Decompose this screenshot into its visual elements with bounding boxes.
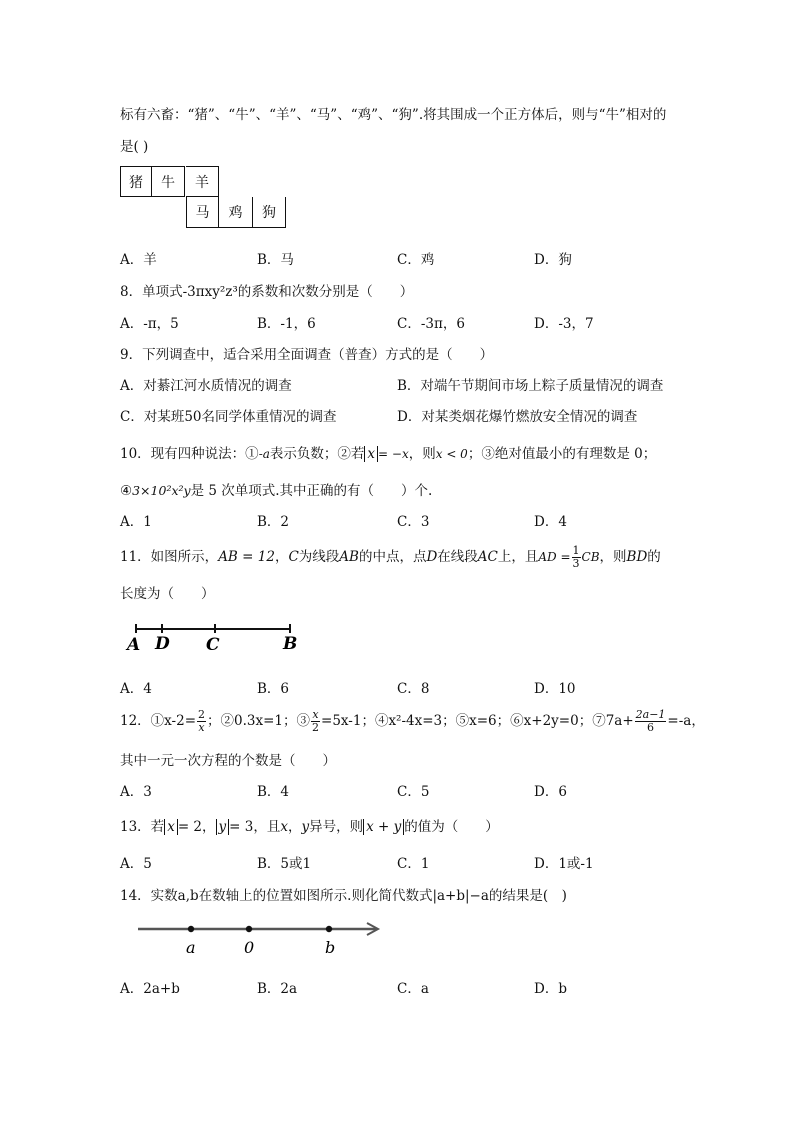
q12-stem-line1 (120, 709, 705, 734)
label-a: A (127, 635, 141, 655)
q12-fraction-2 (311, 709, 320, 734)
q10-text: ④ (120, 483, 133, 499)
point-a (188, 926, 194, 932)
q8-option-c[interactable]: C．-3π，6 (397, 316, 465, 332)
q12-stem-line2: 其中一元一次方程的个数是（ ） (120, 753, 336, 769)
q13-option-c[interactable]: C．1 (397, 856, 430, 872)
q11-text: 上，且 (497, 549, 539, 565)
q12-option-d[interactable]: D．6 (534, 784, 567, 800)
q12-text: =-a， (667, 713, 705, 729)
q7-stem-line1: 标有六畜：“猪”、“牛”、“羊”、“马”、“鸡”、“狗”.将其围成一个正方体后，则与“牛”相对的 (120, 107, 667, 123)
q11-math-ac: AC (477, 549, 498, 565)
net-cell-horse: 马 (186, 197, 219, 228)
q14-options (120, 977, 680, 997)
q13-math-y: y (301, 819, 310, 835)
frac-den: 3 (572, 557, 580, 570)
label-c: C (206, 635, 220, 655)
q12-option-b[interactable]: B．4 (257, 784, 290, 800)
q13-option-d[interactable]: D．1或-1 (534, 856, 594, 872)
q13-text: = 2， (177, 819, 216, 835)
frac-num: 2 (198, 708, 206, 721)
q11-option-b[interactable]: B．6 (257, 681, 290, 697)
q8-options (120, 312, 680, 332)
q12-fraction-1 (197, 709, 206, 734)
q10-math-eq: = −x (378, 447, 409, 461)
q13-text: 异号，则 (309, 819, 364, 835)
q11-stem-line2: 长度为（ ） (120, 586, 215, 602)
q7-stem-line2: 是( ) (120, 139, 149, 155)
q14-option-c[interactable]: C．a (397, 981, 429, 997)
q12-option-c[interactable]: C．5 (397, 784, 430, 800)
q9-option-a[interactable]: A．对綦江河水质情况的调查 (120, 378, 292, 394)
q13-options (120, 852, 680, 872)
q10-option-a[interactable]: A．1 (120, 514, 152, 530)
q13-math-abs-x: x (164, 819, 178, 835)
q10-stem-line1 (120, 442, 656, 462)
q10-text: ；③绝对值最小的有理数是 0； (467, 446, 657, 462)
segment-figure (120, 618, 310, 658)
q10-option-d[interactable]: D．4 (534, 514, 567, 530)
label-b: B (283, 634, 298, 654)
q11-math-bd: BD (626, 549, 648, 565)
frac-num: x (312, 708, 319, 721)
q10-options (120, 510, 680, 530)
q9-options-row1 (120, 374, 680, 394)
net-cell-pig: 猪 (120, 166, 152, 197)
q11-stem-line1 (120, 545, 661, 570)
q11-option-c[interactable]: C．8 (397, 681, 430, 697)
q10-stem-line2 (120, 479, 432, 499)
frac-den: 6 (647, 721, 655, 734)
q13-text: ， (287, 819, 302, 835)
q13-text: 13．若 (120, 819, 165, 835)
q12-text: 12．①x-2= (120, 713, 197, 729)
q10-option-b[interactable]: B．2 (257, 514, 290, 530)
label-d: D (155, 634, 170, 654)
q12-fraction-3 (635, 709, 667, 734)
q11-text: 的中点，点 (358, 549, 427, 565)
q8-option-b[interactable]: B．-1，6 (257, 316, 316, 332)
q11-fraction (572, 545, 581, 570)
point-zero (246, 926, 252, 932)
q12-options (120, 780, 680, 800)
q11-text: 的 (647, 549, 661, 565)
net-cell-chicken: 鸡 (219, 197, 253, 228)
net-cell-sheep: 羊 (186, 166, 219, 197)
q11-text: 为线段 (298, 549, 340, 565)
q8-stem: 8．单项式-3πxy²z³的系数和次数分别是（ ） (120, 284, 414, 300)
q7-option-a[interactable]: A．羊 (120, 252, 157, 268)
q8-option-d[interactable]: D．-3，7 (534, 316, 594, 332)
q14-stem: 14．实数a,b在数轴上的位置如图所示.则化简代数式|a+b|−a的结果是( ) (120, 888, 567, 904)
q10-math-neg-a: -a (258, 447, 270, 461)
q14-option-b[interactable]: B．2a (257, 981, 298, 997)
q10-option-c[interactable]: C．3 (397, 514, 430, 530)
point-b (326, 926, 332, 932)
q11-text: ，则 (599, 549, 627, 565)
net-cell-ox: 牛 (152, 166, 185, 197)
q9-stem: 9．下列调查中，适合采用全面调查（普查）方式的是（ ） (120, 347, 494, 363)
q10-math-x-lt-0: x < 0 (435, 447, 468, 461)
q10-text: 是 5 次单项式.其中正确的有（ ）个. (190, 483, 433, 499)
q13-stem (120, 815, 499, 835)
label-b: b (325, 938, 336, 957)
q11-text: 在线段 (437, 549, 478, 565)
q13-option-a[interactable]: A．5 (120, 856, 152, 872)
q7-option-d[interactable]: D．狗 (534, 252, 572, 268)
q11-options (120, 677, 680, 697)
q11-math-d: D (426, 549, 438, 565)
q12-option-a[interactable]: A．3 (120, 784, 152, 800)
label-a: a (186, 938, 196, 957)
q11-math-ad: AD = (538, 550, 571, 564)
frac-num: 2a−1 (635, 708, 666, 721)
q13-option-b[interactable]: B．5或1 (257, 856, 312, 872)
q11-math-cb: CB (581, 550, 600, 564)
q10-math-monomial: 3×10²x²y (132, 483, 191, 498)
q9-option-d[interactable]: D．对某类烟花爆竹燃放安全情况的调查 (397, 409, 638, 425)
q8-option-a[interactable]: A．-π，5 (120, 316, 179, 332)
q11-option-a[interactable]: A．4 (120, 681, 152, 697)
q13-text: 的值为（ ） (404, 819, 499, 835)
q10-text: 表示负数；②若 (269, 446, 365, 462)
q10-text: ，则 (408, 446, 436, 462)
q11-text: ， (274, 549, 289, 565)
number-line-figure (134, 915, 386, 960)
q9-option-c[interactable]: C．对某班50名同学体重情况的调查 (120, 409, 337, 425)
q7-option-c[interactable]: C．鸡 (397, 252, 435, 268)
q7-option-b[interactable]: B．马 (257, 252, 294, 268)
q14-option-a[interactable]: A．2a+b (120, 981, 180, 997)
q14-option-d[interactable]: D．b (534, 981, 567, 997)
q10-text: 10．现有四种说法：① (120, 446, 259, 462)
q10-math-abs-x: x (364, 446, 378, 462)
label-zero: 0 (244, 938, 255, 957)
q11-math-c: C (288, 549, 299, 565)
q9-option-b[interactable]: B．对端午节期间市场上粽子质量情况的调查 (397, 378, 664, 394)
frac-num: 1 (572, 544, 580, 557)
frac-den: 2 (312, 721, 320, 734)
q11-option-d[interactable]: D．10 (534, 681, 576, 697)
frac-den: x (198, 721, 205, 734)
q13-math-x: x (280, 819, 288, 835)
q11-math-ab: AB = 12 (218, 549, 275, 565)
q7-options (120, 248, 680, 268)
q11-math-ab2: AB (339, 549, 359, 565)
q9-options-row2 (120, 405, 680, 425)
q13-math-abs-sum: x + y (363, 819, 404, 835)
net-cell-dog: 狗 (253, 197, 286, 228)
q11-text: 11．如图所示， (120, 549, 219, 565)
q13-text: = 3，且 (229, 819, 281, 835)
q12-text: ；②0.3x=1；③ (207, 713, 311, 729)
q13-math-abs-y: y (216, 819, 230, 835)
q12-text: =5x-1；④x²-4x=3；⑤x=6；⑥x+2y=0；⑦7a+ (321, 713, 634, 729)
